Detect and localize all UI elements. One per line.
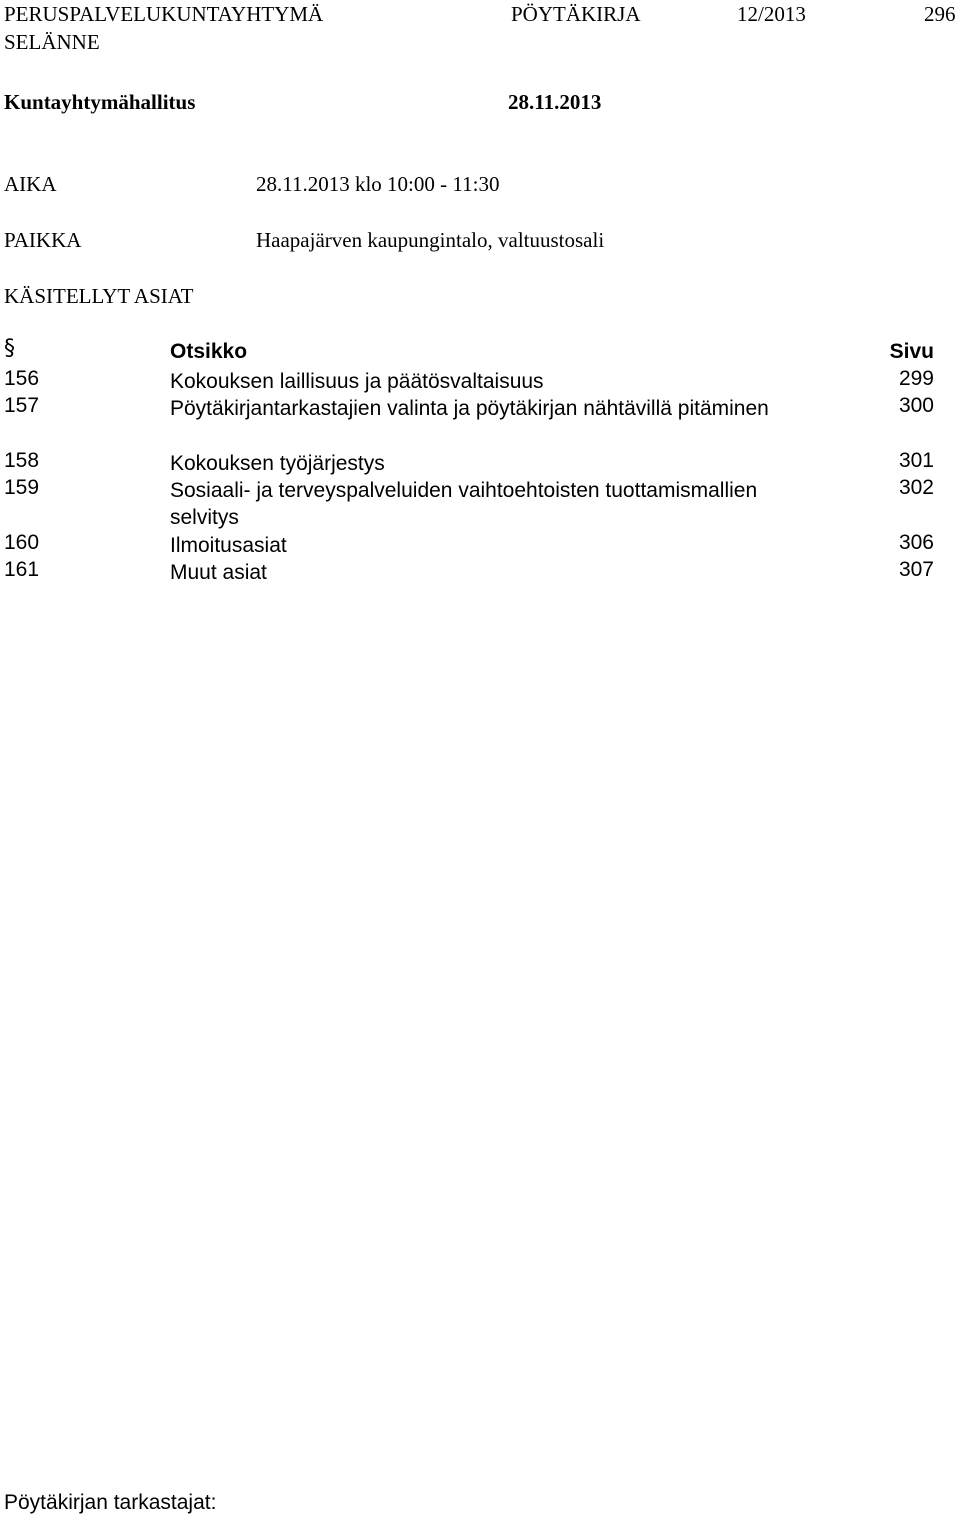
paragraph-mark-icon: § (4, 336, 15, 361)
agenda-item-page: 299 (898, 367, 934, 390)
agenda-section-title: KÄSITELLYT ASIAT (4, 284, 194, 308)
table-row (0, 395, 960, 422)
agenda-item-page: 307 (898, 558, 934, 581)
table-row (0, 368, 960, 395)
agenda-item-title: Kokouksen työjärjestys (170, 452, 385, 475)
page-number: 296 (924, 2, 956, 26)
document-number: 12/2013 (737, 2, 806, 26)
place-label: PAIKKA (4, 228, 82, 252)
time-label: AIKA (4, 172, 57, 196)
agenda-item-title: Sosiaali- ja terveyspalveluiden vaihtoehtoisten tuottamismallien selvitys (170, 479, 758, 529)
table-row (0, 532, 960, 559)
agenda-item-title: Muut asiat (170, 561, 267, 584)
agenda-col-title: Otsikko (170, 340, 248, 363)
table-row (0, 559, 960, 586)
agenda-item-title: Kokouksen laillisuus ja päätösvaltaisuus (170, 370, 544, 393)
agenda-item-number: 156 (4, 367, 40, 390)
organization-name: PERUSPALVELUKUNTAYHTYMÄ (4, 2, 324, 26)
document-type: PÖYTÄKIRJA (511, 2, 641, 26)
agenda-item-number: 158 (4, 449, 40, 472)
table-row (0, 450, 960, 477)
agenda-item-page: 302 (898, 476, 934, 499)
meeting-date: 28.11.2013 (508, 90, 602, 114)
body-name: Kuntayhtymähallitus (4, 90, 196, 114)
reviewers-label: Pöytäkirjan tarkastajat: (4, 1491, 217, 1514)
agenda-item-page: 300 (898, 394, 934, 417)
place-value: Haapajärven kaupungintalo, valtuustosali (256, 228, 605, 252)
agenda-item-number: 160 (4, 531, 40, 554)
time-value: 28.11.2013 klo 10:00 - 11:30 (256, 172, 500, 196)
agenda-item-number: 157 (4, 394, 40, 417)
agenda-item-title: Ilmoitusasiat (170, 534, 287, 557)
organization-name-line2: SELÄNNE (4, 30, 100, 54)
agenda-item-page: 301 (898, 449, 934, 472)
agenda-col-page: Sivu (889, 340, 934, 363)
agenda-item-title: Pöytäkirjantarkastajien valinta ja pöytäkirjan nähtävillä pitäminen (170, 397, 769, 420)
agenda-item-number: 159 (4, 476, 40, 499)
agenda-item-number: 161 (4, 558, 40, 581)
table-row (0, 476, 960, 529)
agenda-item-page: 306 (898, 531, 934, 554)
